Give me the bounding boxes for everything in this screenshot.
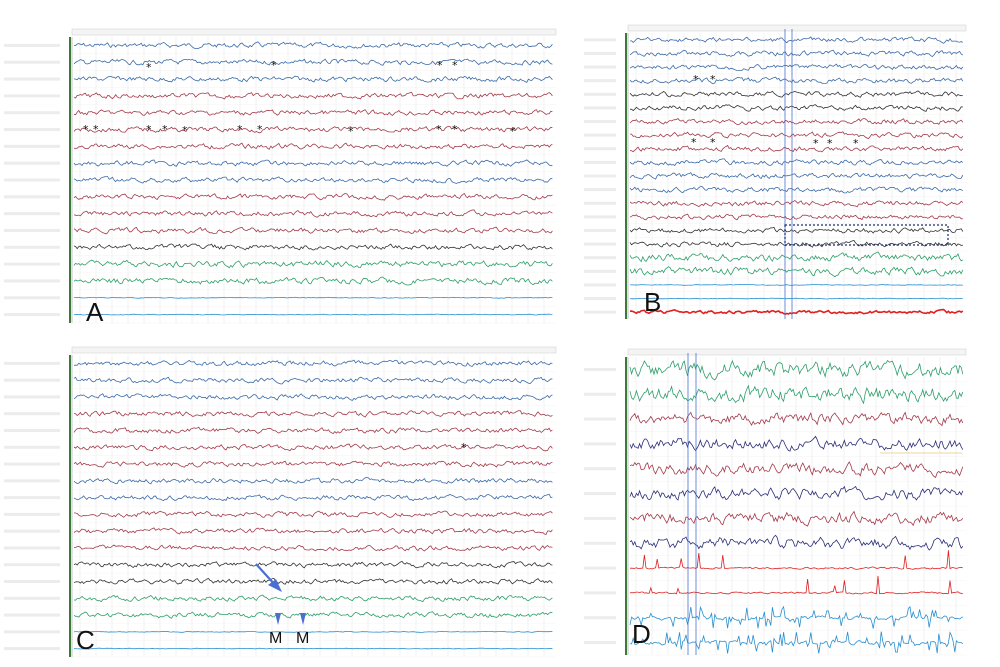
panel-a-channel-label-bar — [4, 111, 60, 114]
panel-c-channel-label-bar — [4, 580, 60, 583]
panel-a-traces — [0, 15, 560, 330]
panel-c-channel-label-bar — [4, 429, 60, 432]
asterisk-marker: * — [827, 137, 833, 150]
panel-b-bg — [580, 15, 970, 325]
panel-c-channel-label-bar — [4, 563, 60, 566]
panel-d-channel-label-bar — [584, 641, 616, 644]
panel-d-channel-label-bar — [584, 442, 616, 445]
asterisk-marker: * — [162, 123, 168, 136]
panel-a-channel-label-bar — [4, 263, 60, 266]
panel-c-channel-label-bar — [4, 463, 60, 466]
panel-d-channel-label-bar — [584, 616, 616, 619]
panel-b-traces — [580, 15, 970, 325]
panel-a-timebar — [72, 29, 556, 35]
panel-b-channel-label-bar — [584, 283, 616, 286]
panel-a-channel-label-bar — [4, 61, 60, 64]
panel-a-channel-label-bar — [4, 212, 60, 215]
panel-c-channel-label-bar — [4, 647, 60, 650]
asterisk-marker: * — [257, 123, 263, 136]
panel-c — [0, 343, 560, 663]
asterisk-marker: * — [237, 123, 243, 136]
panel-b-channel-label-bar — [584, 147, 616, 150]
asterisk-marker: * — [83, 123, 89, 136]
panel-a-channel-label-bar — [4, 128, 60, 131]
panel-b-channel-label-bar — [584, 297, 616, 300]
panel-a-channel-label-bar — [4, 162, 60, 165]
panel-c-channel-label-bar — [4, 395, 60, 398]
asterisk-marker: * — [853, 137, 859, 150]
panel-a-channel-label-bar — [4, 179, 60, 182]
panel-c-channel-label-bar — [4, 614, 60, 617]
panel-c-timebar — [72, 347, 556, 353]
panel-d-channel-label-bar — [584, 517, 616, 520]
panel-letter-b: B — [644, 287, 662, 317]
panel-b-channel-trace — [630, 285, 963, 286]
panel-c-channel-label-bar — [4, 479, 60, 482]
panel-c-channel-label-bar — [4, 513, 60, 516]
panel-c-traces — [0, 343, 560, 663]
panel-b-channel-label-bar — [584, 120, 616, 123]
panel-b-channel-label-bar — [584, 52, 616, 55]
panel-c-channel-label-bar — [4, 496, 60, 499]
panel-a-start-marker — [69, 37, 71, 323]
asterisk-marker: * — [813, 137, 819, 150]
panel-d-channel-label-bar — [584, 467, 616, 470]
panel-c-channel-label-bar — [4, 362, 60, 365]
panel-c-channel-label-bar — [4, 597, 60, 600]
panel-b-channel-label-bar — [584, 134, 616, 137]
asterisk-marker: * — [436, 123, 442, 136]
asterisk-marker: * — [93, 123, 99, 136]
asterisk-marker: * — [510, 125, 516, 138]
panel-b-channel-label-bar — [584, 229, 616, 232]
movement-label-2: M — [296, 630, 310, 647]
panel-b-channel-label-bar — [584, 215, 616, 218]
asterisk-marker: * — [461, 441, 467, 454]
asterisk-marker: * — [182, 124, 188, 137]
asterisk-marker: * — [693, 73, 699, 86]
panel-a-channel-label-bar — [4, 78, 60, 81]
panel-c-channel-label-bar — [4, 630, 60, 633]
panel-b-channel-label-bar — [584, 243, 616, 246]
panel-b-channel-label-bar — [584, 202, 616, 205]
panel-c-start-marker — [69, 355, 71, 657]
asterisk-marker: * — [710, 73, 716, 86]
panel-d-channel-label-bar — [584, 591, 616, 594]
panel-d-traces — [580, 343, 970, 661]
panel-b-timebar — [628, 25, 966, 31]
panel-d-channel-label-bar — [584, 492, 616, 495]
panel-a-channel-label-bar — [4, 229, 60, 232]
panel-c-channel-label-bar — [4, 530, 60, 533]
panel-b-channel-label-bar — [584, 188, 616, 191]
panel-b-channel-label-bar — [584, 93, 616, 96]
panel-b — [580, 15, 970, 325]
panel-a-channel-label-bar — [4, 313, 60, 316]
panel-d-channel-label-bar — [584, 567, 616, 570]
panel-d-channel-label-bar — [584, 368, 616, 371]
panel-c-channel-label-bar — [4, 379, 60, 382]
panel-b-channel-label-bar — [584, 106, 616, 109]
panel-d-channel-label-bar — [584, 418, 616, 421]
panel-b-channel-label-bar — [584, 256, 616, 259]
asterisk-marker: * — [437, 59, 443, 72]
asterisk-marker: * — [348, 125, 354, 138]
asterisk-marker: * — [452, 59, 458, 72]
panel-a-channel-label-bar — [4, 94, 60, 97]
panel-a — [0, 15, 560, 330]
asterisk-marker: * — [146, 123, 152, 136]
panel-a-channel-label-bar — [4, 279, 60, 282]
panel-b-channel-label-bar — [584, 161, 616, 164]
panel-letter-a: A — [86, 297, 104, 327]
panel-d-channel-label-bar — [584, 542, 616, 545]
panel-b-channel-label-bar — [584, 66, 616, 69]
panel-letter-d: D — [632, 619, 651, 649]
asterisk-marker: * — [691, 136, 697, 149]
panel-b-channel-label-bar — [584, 270, 616, 273]
panel-b-channel-label-bar — [584, 38, 616, 41]
panel-b-channel-label-bar — [584, 311, 616, 314]
panel-d-channel-label-bar — [584, 393, 616, 396]
panel-b-start-marker — [625, 33, 627, 319]
panel-d — [580, 343, 970, 661]
panel-b-channel-label-bar — [584, 79, 616, 82]
asterisk-marker: * — [710, 136, 716, 149]
panel-a-channel-label-bar — [4, 246, 60, 249]
panel-d-timebar — [628, 349, 966, 355]
asterisk-marker: * — [271, 59, 277, 72]
movement-label-1: M — [269, 630, 283, 647]
panel-a-channel-label-bar — [4, 195, 60, 198]
panel-letter-c: C — [76, 625, 95, 655]
panel-c-channel-label-bar — [4, 446, 60, 449]
panel-c-channel-label-bar — [4, 412, 60, 415]
panel-a-channel-label-bar — [4, 145, 60, 148]
asterisk-marker: * — [452, 123, 458, 136]
asterisk-marker: * — [146, 61, 152, 74]
panel-a-channel-label-bar — [4, 296, 60, 299]
panel-a-channel-label-bar — [4, 44, 60, 47]
panel-c-channel-label-bar — [4, 546, 60, 549]
panel-d-start-marker — [625, 357, 627, 655]
panel-b-channel-label-bar — [584, 175, 616, 178]
